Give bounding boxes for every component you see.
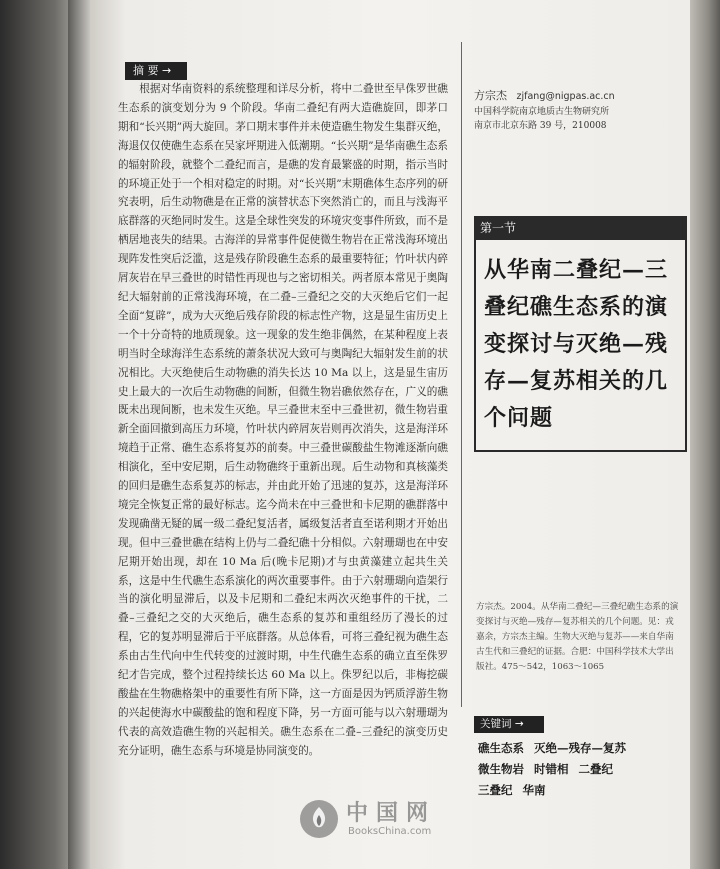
author-address: 南京市北京东路 39 号，210008 — [474, 121, 607, 131]
keyword: 华南 — [522, 783, 546, 797]
keyword: 灭绝—残存—复苏 — [534, 741, 626, 755]
book-spine-shadow — [0, 0, 100, 869]
keyword: 三叠纪 — [478, 783, 513, 797]
citation: 方宗杰。2004。从华南二叠纪—三叠纪礁生态系的演变探讨与灭绝—残存—复苏相关的几个问题。见：戎嘉余，方宗杰主编。生物大灭绝与复苏——来自华南古生代和三叠纪的证据。合肥：中国科学技术大学出版社。475～542，1063～1065 — [476, 602, 679, 672]
author-name: 方宗杰 — [474, 89, 507, 102]
author-block — [474, 88, 684, 133]
abstract-text: 根据对华南资料的系统整理和详尽分析，将中二叠世至早侏罗世礁生态系的演变划分为 9 个阶段。华南二叠纪有两大造礁旋回，即茅口期和“长兴期”两大旋回。茅口期末事件并未使造礁生物发生集群灭绝，海退仅仅使礁生态系在吴家坪期进入低潮期。“长兴期”是华南礁生态系的辐射阶段，就整个二叠纪而言，是礁的发育最繁盛的时期，指示当时的环境正处于一个相对稳定的时期。对“长兴期”末期礁体生态序列的研究表明，后生动物礁是在正常的演替状态下突然消亡的，而且与浅海平底群落的灭绝同时发生。这是全球性突发的环境灾变事件所致，而不是栖居地丧失的结果。古海洋的异常事件促使微生物岩在正常浅海环境出现阵发性突后泛滥，这是残存阶段礁生态系的最重要特征；竹叶状内碎屑灰岩在早三叠世的时错性再现也与之密切相关。两者原本常见于奥陶纪大辐射前的正常浅海环境，在二叠–三叠纪之交的大灭绝后它们一起全面“复辟”，成为大灭绝后残存阶段的标志性产物，这是显生宙历史上一个十分奇特的地质现象。这一现象的发生绝非偶然，在某种程度上表明当时全球海洋生态系统的萧条状况大致可与奥陶纪大辐射发生前的状况相比。大灭绝使后生动物礁的消失长达 10 Ma 以上，这是显生宙历史上最大的一次后生动物礁的间断，但微生物岩礁依然存在，广义的礁既未出现间断，也未发生灭绝。早三叠世末至中三叠世初，微生物岩重新全面回撤到高压力环境，竹叶状内碎屑灰岩则再次消失，这是海洋环境趋于正常、礁生态系将复苏的前奏。中三叠世碳酸盐生物滩逐渐向礁相演化，至中安尼期，后生动物礁终于重新出现。后生动物和真核藻类的回归是礁生态系复苏的标志，并由此开始了迅速的复苏，这是海洋环境完全恢复正常的最好标志。迄今尚未在中三叠世和卡尼期的礁群落中发现确凿无疑的属一级二叠纪复活者，属级复活者直至诺利期才开始出现。但中三叠世礁在结构上仍与二叠纪礁十分相似。六射珊瑚也在中安尼期开始出现，却在 10 Ma 后(晚卡尼期)才与虫黄藻建立起共生关系，这是中生代礁生态系演化的两次重要事件。由于六射珊瑚向造架行当的演化明显滞后，以及卡尼期和二叠纪末两次灭绝事件的干扰，二叠–三叠纪之交的大灭绝后，礁生态系的复苏和重组经历了漫长的过程，它的复苏明显滞后于平底群落。从总体看，可将三叠纪视为礁生态系由古生代向中生代转变的过渡时期，中生代礁生态系的确立直至侏罗纪才告完成，整个过程持续长达 60 Ma 以上。侏罗纪以后，非梅挖碳酸盐在生物礁格架中的重要性有所下降，这一方面是因为钙质浮游生物的兴起使海水中碳酸盐的饱和程度下降，另一方面可能与以六射珊瑚为代表的高效造礁生物的兴起相关。礁生态系在二叠–三叠纪的演变历史充分证明，礁生态系与环境是协同演变的。 — [118, 83, 448, 757]
title-box — [474, 240, 687, 452]
watermark-logo-icon — [300, 800, 338, 838]
keyword: 微生物岩 — [478, 762, 524, 776]
section-label: 第一节 — [474, 216, 687, 240]
keyword: 礁生态系 — [478, 741, 524, 755]
watermark-english: BooksChina.com — [348, 826, 432, 837]
abstract-label: 摘 要 → — [125, 62, 187, 80]
author-email: zjfang@nigpas.ac.cn — [516, 91, 615, 102]
keywords-list — [478, 738, 688, 801]
keyword: 二叠纪 — [578, 762, 613, 776]
watermark-chinese: 中国网 — [346, 801, 437, 826]
author-affiliation: 中国科学院南京地质古生物研究所 — [474, 107, 610, 117]
keywords-label: 关键词 → — [474, 716, 544, 733]
page-edge-shadow — [690, 0, 720, 869]
watermark — [300, 796, 460, 846]
section-title: 从华南二叠纪—三叠纪礁生态系的演变探讨与灭绝—残存—复苏相关的几个问题 — [484, 257, 669, 431]
keyword: 时错相 — [534, 762, 569, 776]
column-divider — [461, 42, 462, 707]
